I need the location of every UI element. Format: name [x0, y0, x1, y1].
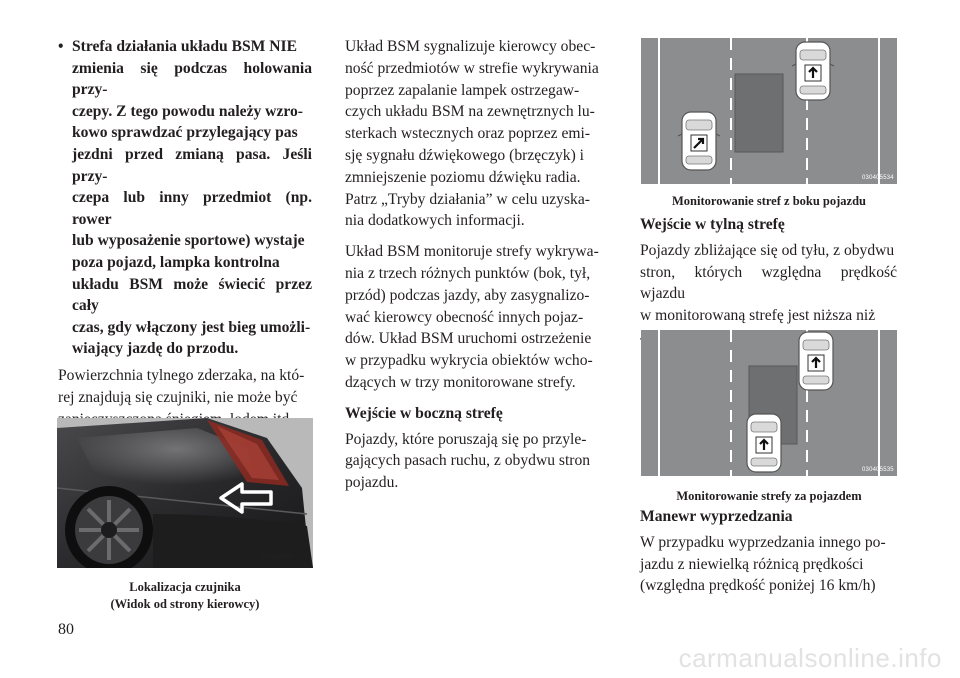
figure-caption: Monitorowanie stref z boku pojazdu [672, 194, 866, 208]
side-zone-figure [641, 38, 897, 210]
text-line: nia dodatkowych informacji. [345, 212, 525, 230]
text-line: sterkach wstecznych oraz poprzez emi- [345, 125, 591, 143]
caption-line: (Widok od strony kierowcy) [110, 597, 260, 611]
bsm-zones-paragraph [345, 241, 603, 394]
text-line: dzących w trzy monitorowane strefy. [345, 373, 576, 391]
text-line: stron, których względna prędkość wjazdu [640, 263, 897, 303]
car-icon [678, 112, 720, 170]
rear-zone-figure [641, 330, 897, 505]
text-line: pojazdu. [345, 474, 399, 492]
rear-zone-diagram [641, 330, 897, 476]
bullet-icon: • [58, 38, 64, 55]
text-line: Patrz „Tryby działania” w celu uzyska- [345, 190, 590, 208]
section-heading-overtaking: Manewr wyprzedzania [640, 508, 793, 525]
text-line: poprzez zapalanie lampek ostrzegaw- [345, 81, 580, 99]
detection-zone [735, 74, 783, 152]
figure-code: 030405534 [862, 175, 894, 181]
text-line: sję sygnału dźwiękowego (brzęczyk) i [345, 146, 585, 164]
right-column [640, 214, 897, 349]
car-icon [799, 332, 833, 390]
right-column-lower [640, 506, 897, 597]
figure-caption: Monitorowanie strefy za pojazdem [676, 489, 862, 503]
text-line: Pojazdy, które poruszają się po przyle- [345, 430, 587, 448]
text-line: w monitorowaną strefę jest niższa niż [640, 307, 876, 325]
sensor-location-figure [57, 418, 313, 613]
bullet-line: poza pojazd, lampka kontrolna [72, 253, 280, 271]
car-icon [747, 414, 781, 472]
text-line: przód) podczas jazdy, aby zasygnalizo- [345, 286, 590, 304]
figure-caption [57, 579, 313, 613]
bsm-towing-warning [58, 36, 312, 360]
bullet-line: jezdni przed zmianą pasa. Jeśli przy- [72, 145, 312, 185]
section-heading-side-zone: Wejście w boczną strefę [345, 404, 503, 422]
text-line: zmniejszenie poziomu dźwięku radia. [345, 168, 581, 186]
bullet-line: czepa lub inny przedmiot (np. rower [72, 189, 312, 228]
bullet-line: czas, gdy włączony jest bieg umożli- [72, 318, 311, 336]
text-line: Układ BSM sygnalizuje kierowcy obec- [345, 38, 596, 55]
text-line: dów. Układ BSM uruchomi ostrzeżenie [345, 330, 592, 348]
side-zone-paragraph [345, 429, 603, 494]
text-line: czych układu BSM na zewnętrznych lu- [345, 103, 595, 121]
caption-line: Lokalizacja czujnika [129, 580, 241, 594]
text-line: rej znajdują się czujniki, nie może być [58, 388, 298, 406]
text-line: w przypadku wykrycia obiektów wcho- [345, 352, 593, 370]
car-icon [792, 42, 834, 100]
text-line: wać kierowcy obecność innych pojaz- [345, 308, 584, 326]
text-line: ność przedmiotów w strefie wykrywania [345, 59, 599, 77]
text-line: Układ BSM monitoruje strefy wykrywa- [345, 243, 599, 261]
text-line: gających pasach ruchu, z obydwu stron [345, 452, 591, 470]
figure-code: 030405535 [862, 467, 894, 473]
bullet-line: lub wyposażenie sportowe) wystaje [72, 232, 305, 250]
text-line: W przypadku wyprzedzania innego po- [640, 533, 886, 551]
bullet-line: wiający jazdę do przodu. [72, 340, 239, 358]
text-line: Powierzchnia tylnego zderzaka, na któ- [58, 366, 305, 384]
bullet-line: układu BSM może świecić przez cały [72, 275, 312, 315]
rear-bumper-sensor-photo [57, 418, 313, 568]
overtaking-paragraph [640, 532, 897, 597]
text-line: jazdu z niewielką różnicą prędkości [640, 555, 864, 573]
text-line: (względna prędkość poniżej 16 km/h) [640, 577, 876, 595]
text-line: Pojazdy zbliżające się od tyłu, z obydwu [640, 241, 895, 259]
bullet-line: czepy. Z tego powodu należy wzro- [72, 102, 303, 120]
page-number: 80 [58, 621, 74, 638]
section-heading-rear-zone: Wejście w tylną strefę [640, 216, 785, 233]
bullet-line: Strefa działania układu BSM NIE [72, 38, 298, 55]
watermark: carmanualsonline.info [678, 643, 942, 673]
bsm-signal-paragraph [345, 36, 603, 232]
text-line: nia z trzech różnych punktów (bok, tył, [345, 264, 591, 282]
figure-code: 035468893 [261, 555, 293, 561]
bullet-line: zmienia się podczas holowania przy- [72, 59, 312, 99]
bullet-line: kowo sprawdzać przylegający pas [72, 124, 298, 142]
side-zone-diagram [641, 38, 897, 184]
middle-column [345, 36, 603, 494]
